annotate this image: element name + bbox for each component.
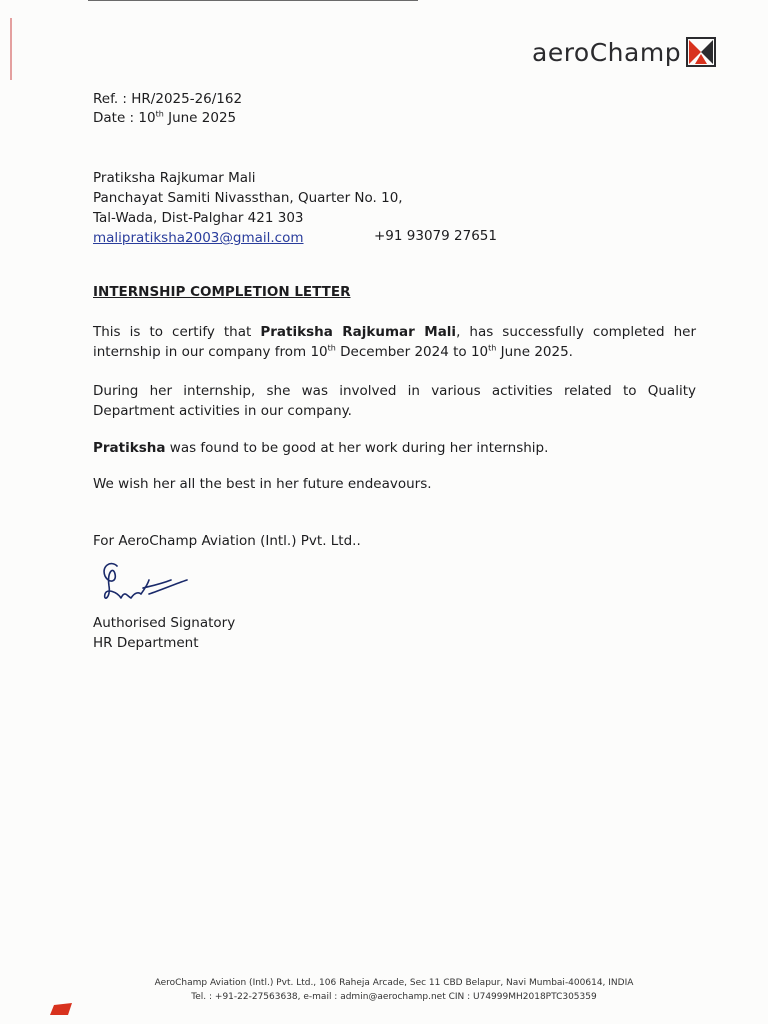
paragraph-certification: This is to certify that Pratiksha Rajkumar Mali, has successfully completed her internship in our company from 10th December 2024 to 10th June 2025. [93,324,696,360]
top-edge-line [88,0,418,1]
letter-date: Date : 10th June 2025 [93,109,237,126]
aerochamp-logo-icon [685,36,717,68]
signatory-block [93,613,235,653]
recipient-phone: +91 93079 27651 [374,228,497,244]
handwritten-signature [95,558,191,610]
address-line-2: Tal-Wada, Dist-Palghar 421 303 [93,210,304,226]
corner-brand-mark [50,1003,72,1015]
footer-contact: Tel. : +91-22-27563638, e-mail : admin@aerochamp.net CIN : U74999MH2018PTC305359 [191,992,597,1002]
ref-number: Ref. : HR/2025-26/162 [93,91,243,107]
logo-text: aeroChamp [532,37,682,67]
paragraph-wishes: We wish her all the best in her future endeavours. [93,476,432,492]
footer-address: AeroChamp Aviation (Intl.) Pvt. Ltd., 106 Raheja Arcade, Sec 11 CBD Belapur, Navi Mumbai-400614, INDIA [154,978,634,988]
signatory-department: HR Department [93,635,199,651]
paragraph-performance: Pratiksha was found to be good at her work during her internship. [93,440,549,456]
address-line-1: Panchayat Samiti Nivassthan, Quarter No. 10, [93,190,403,206]
company-logo [532,36,717,68]
closing-company: For AeroChamp Aviation (Intl.) Pvt. Ltd.. [93,533,361,549]
paragraph-activities: During her internship, she was involved in various activities related to Quality Department activities in our company. [93,383,696,419]
reference-block [93,90,242,128]
signatory-title: Authorised Signatory [93,615,236,631]
recipient-name: Pratiksha Rajkumar Mali [93,170,256,186]
margin-mark [10,18,12,80]
recipient-email-link[interactable]: malipratiksha2003@gmail.com [93,230,304,246]
recipient-address [93,168,403,248]
letter-subject: INTERNSHIP COMPLETION LETTER [93,284,351,300]
